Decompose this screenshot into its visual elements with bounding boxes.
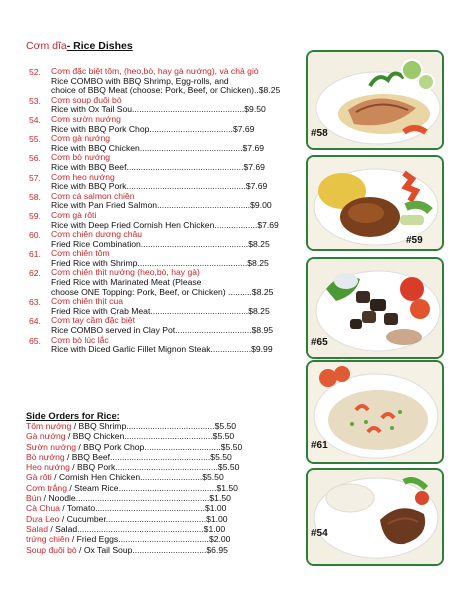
side-order-row: [26, 534, 282, 544]
side-order-row: [26, 431, 282, 441]
menu-item: [29, 316, 301, 335]
side-order-row: [26, 524, 282, 534]
side-order-row: [26, 462, 282, 472]
menu-item-vietnamese-name: Cơm đặc biệt tôm, (heo,bò, hay gà nướng), và chả giò: [51, 66, 259, 76]
salmon-dish-image: [308, 52, 442, 148]
fillet-mignon-dish-image: [308, 259, 442, 357]
menu-item-vietnamese-name: Cơm chiên tôm: [51, 248, 110, 259]
menu-item-description: Rice with BBQ Pork..................................................$7.69: [51, 181, 268, 192]
menu-item-body: [51, 268, 301, 297]
side-order-row: [26, 442, 282, 452]
photo-65-fillet-mignon: [306, 257, 444, 359]
menu-item-vietnamese-name: Cơm tay cầm đặc biệt: [51, 315, 135, 326]
side-order-english-price: / Salad.....................................................$1.00: [47, 523, 226, 534]
menu-item-vietnamese-name: Cơm chiên thịt nướng (heo,bò, hay gà): [51, 267, 200, 278]
menu-item-description: Rice with Ox Tail Sou...............................................$9.50: [51, 104, 266, 115]
menu-item-vietnamese-name: Cơm gà rôti: [51, 209, 97, 220]
menu-item-description: choose ONE Topping: Pork, Beef, or Chicken) ..........$8.25: [51, 286, 274, 297]
side-order-vietnamese: Bò nướng: [26, 451, 65, 462]
side-order-row: [26, 493, 282, 503]
menu-item-number: 54.: [29, 114, 41, 125]
side-order-english-price: / Fried Eggs......................................$2.00: [69, 534, 231, 545]
menu-item: [29, 173, 301, 192]
side-order-vietnamese: Tôm nướng: [26, 421, 72, 431]
menu-item: [29, 67, 301, 96]
menu-item-number: 53.: [29, 95, 41, 106]
side-order-vietnamese: Gà nướng: [26, 431, 66, 442]
menu-item-body: [51, 336, 301, 355]
menu-item-vietnamese-name: Cơm soup đuôi bò: [51, 94, 122, 105]
menu-item: [29, 115, 301, 134]
side-order-english-price: / BBQ Shrimp.....................................$5.50: [71, 421, 237, 431]
side-order-vietnamese: Heo nướng: [26, 462, 70, 473]
side-order-vietnamese: Salad: [26, 523, 48, 534]
menu-item-body: [51, 67, 301, 96]
side-order-english-price: / BBQ Beef..........................................$5.50: [64, 451, 232, 462]
menu-item-description: choice of BBQ Meat (choose: Pork, Beef, or Chicken)..$8.25: [51, 85, 281, 96]
menu-item-vietnamese-name: Cơm chiên thịt cua: [51, 296, 124, 307]
menu-item-body: [51, 96, 301, 115]
photo-badge: #54: [311, 528, 328, 539]
side-order-row: [26, 421, 282, 431]
menu-item-number: 56.: [29, 153, 41, 164]
side-order-vietnamese: Sườn nướng: [26, 441, 77, 452]
menu-item-body: [51, 153, 301, 172]
side-order-vietnamese: Cà Chua: [26, 503, 60, 514]
side-order-vietnamese: Gà rôti: [26, 472, 52, 483]
shrimp-fried-rice-dish-image: [308, 362, 442, 462]
menu-item-body: [51, 297, 301, 316]
photo-badge: #59: [406, 235, 423, 246]
menu-item-vietnamese-name: Cơm sườn nướng: [51, 113, 121, 124]
side-order-english-price: / Cucumber..........................................$1.00: [59, 513, 228, 524]
photo-58-salmon: [306, 50, 444, 150]
menu-item-vietnamese-name: Cơm bò lúc lắc: [51, 334, 109, 345]
menu-item-number: 57.: [29, 172, 41, 183]
side-order-vietnamese: Soup đuôi bò: [26, 544, 77, 555]
photo-badge: #58: [311, 128, 328, 139]
photo-59-cornish-hen: [306, 155, 444, 251]
menu-item-description: Rice COMBO with BBQ Shrimp, Egg-rolls, and: [51, 75, 229, 86]
menu-item-description: Rice with Deep Fried Cornish Hen Chicken..................$7.69: [51, 219, 279, 230]
menu-item-number: 61.: [29, 249, 41, 260]
menu-item-vietnamese-name: Cơm chiên dương châu: [51, 229, 143, 240]
menu-item-number: 55.: [29, 134, 41, 145]
side-order-row: [26, 472, 282, 482]
menu-item-body: [51, 173, 301, 192]
menu-item: [29, 297, 301, 316]
photo-badge: #61: [311, 440, 328, 451]
side-order-row: [26, 514, 282, 524]
heading-english: - Rice Dishes: [66, 40, 133, 52]
menu-item-description: Fried Rice with Shrimp..............................................$8.25: [51, 257, 269, 268]
menu-item-number: 64.: [29, 316, 41, 327]
menu-item-number: 63.: [29, 297, 41, 308]
bbq-pork-chop-dish-image: [308, 470, 442, 564]
side-order-english-price: / BBQ Chicken.....................................$5.50: [65, 431, 235, 442]
side-order-english-price: / BBQ Pork Chop................................$5.50: [76, 441, 243, 452]
menu-item: [29, 192, 301, 211]
menu-item-description: Fried Rice with Marinated Meat (Please: [51, 277, 202, 288]
menu-item-description: Fried Rice Combination.............................................$8.25: [51, 238, 270, 249]
menu-item-number: 65.: [29, 335, 41, 346]
side-order-row: [26, 503, 282, 513]
menu-item-body: [51, 192, 301, 211]
menu-item-number: 62.: [29, 268, 41, 279]
side-order-row: [26, 483, 282, 493]
menu-item-body: [51, 316, 301, 335]
side-orders-title: Side Orders for Rice:: [26, 410, 120, 421]
side-order-english-price: / Ox Tail Soup...............................$6.95: [76, 544, 228, 555]
menu-item: [29, 249, 301, 268]
side-order-vietnamese: Bún: [26, 493, 42, 504]
menu-item-number: 58.: [29, 191, 41, 202]
side-order-english-price: / Tomato..............................................$1.00: [59, 503, 227, 514]
menu-item-body: [51, 134, 301, 153]
side-order-english-price: / BBQ Pork...........................................$5.50: [69, 462, 240, 473]
heading-vietnamese: Cơm dĩa: [26, 40, 67, 52]
menu-item-vietnamese-name: Cơm cá salmon chiên: [51, 190, 135, 201]
side-order-vietnamese: trứng chiên: [26, 534, 70, 545]
menu-item: [29, 336, 301, 355]
menu-item-body: [51, 230, 301, 249]
menu-item-vietnamese-name: Cơm gà nướng: [51, 133, 111, 144]
menu-item-description: Rice COMBO served in Clay Pot................................$8.95: [51, 325, 274, 336]
menu-item-number: 60.: [29, 230, 41, 241]
menu-item-description: Rice with BBQ Beef.................................................$7.69: [51, 161, 265, 172]
side-order-english-price: / Cornish Hen Chicken..........................$5.50: [51, 472, 224, 483]
photo-badge: #65: [311, 337, 328, 348]
rice-dish-list: [29, 67, 301, 355]
menu-item: [29, 153, 301, 172]
menu-item: [29, 268, 301, 297]
photo-61-shrimp-fried-rice: [306, 360, 444, 464]
menu-item-body: [51, 115, 301, 134]
menu-item-vietnamese-name: Cơm heo nướng: [51, 171, 115, 182]
side-order-vietnamese: Dưa Leo: [26, 513, 60, 524]
side-order-english-price: / Steam Rice.........................................$1.50: [66, 482, 238, 493]
menu-item-description: Fried Rice with Crab Meat.........................................$8.25: [51, 305, 270, 316]
menu-item-number: 52.: [29, 67, 41, 77]
photo-54-bbq-pork-chop: [306, 468, 444, 566]
menu-item-body: [51, 211, 301, 230]
menu-item: [29, 134, 301, 153]
menu-item-number: 59.: [29, 210, 41, 221]
menu-item-vietnamese-name: Cơm bò nướng: [51, 152, 111, 163]
side-order-english-price: / Noodle........................................................$1.50: [41, 493, 231, 504]
section-heading: [26, 40, 133, 52]
menu-item-description: Rice with BBQ Chicken...........................................$7.69: [51, 142, 265, 153]
menu-item: [29, 96, 301, 115]
side-orders-list: [26, 421, 282, 555]
side-order-vietnamese: Cơm trắng: [26, 482, 67, 493]
side-order-row: [26, 452, 282, 462]
menu-item-description: Rice with Pan Fried Salmon.......................................$9.00: [51, 200, 272, 211]
menu-item-body: [51, 249, 301, 268]
menu-item: [29, 230, 301, 249]
side-order-row: [26, 545, 282, 555]
menu-item-description: Rice with Diced Garlic Fillet Mignon Steak.................$9.99: [51, 344, 273, 355]
menu-item-description: Rice with BBQ Pork Chop...................................$7.69: [51, 123, 255, 134]
menu-item: [29, 211, 301, 230]
